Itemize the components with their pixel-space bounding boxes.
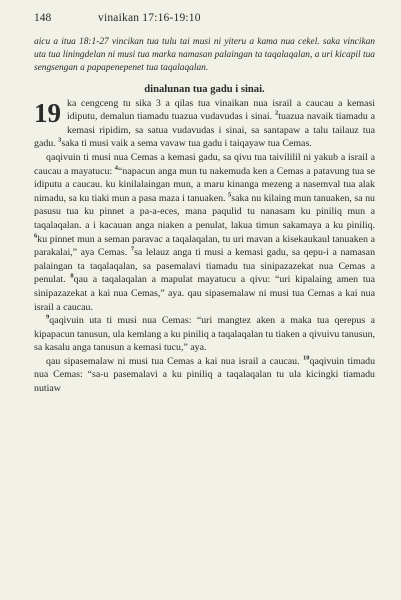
verse-text: “napacun anga mun tu nakemuda ken a Cemas a patavung tua se idiputu a caucau. ku kinilalaingan mun, a maru kinanga mezeng a nasemval tua alak nimadu, sa ku tiaki mun a pasa maza i tanuaken.	[34, 165, 376, 204]
running-head	[34, 12, 375, 34]
chapter-number: 19	[34, 97, 61, 128]
verse-text: ku pinnet mun a seman paravac a taqalaqalan, tu uri mavan a kisekaukaul tanuaken a parakalai,” aya Cemas.	[34, 233, 375, 259]
verse-number: 5	[228, 191, 232, 199]
verse-text: qaqivuin uta ti musi nua Cemas: “uri mangtez aken a maka tua qerepus a kipapacun tanusun, ula kemlang a ku piniliq a taqalaqalan tu tiaken a qivuivu tanusun, sa kasalu anga tanusun a kemasi tucu,” aya.	[34, 315, 375, 354]
verse-text: ka cengceng tu sika 3 a qilas tua vinaikan nua israil a caucau a kemasi idiputu, demalun tiamadu tuazua vudavudas i sinai.	[67, 97, 375, 123]
paragraph-1	[34, 97, 375, 151]
section-heading: dinalunan tua gadu i sinai.	[144, 83, 265, 95]
verse-number: 6	[34, 232, 38, 240]
paragraph-4	[34, 355, 375, 396]
verse-number: 4	[114, 164, 119, 172]
verse-text: saka ti musi vaik a sema vavaw tua gadu i taiqayaw tua Cemas.	[61, 138, 312, 150]
verse-text: qaqivuin ti musi nua Cemas a kemasi gadu, sa qivu tua taivililil ni yakub a israil a caucau a mayatucu:	[34, 151, 375, 177]
verse-text: qau a taqalaqalan a mapulat mayatucu a qivu: “uri kipalaing amen tua sinipazazekat a kai nua Cemas,” aya. qau sipasemalaw ni musi tua Cemas a kai nua israil a caucau.	[34, 274, 375, 313]
chapter-intro-note: aicu a itua 18:1-27 vincikan tua tulu tai musi ni yiteru a kama nua cekel. saka vincikan uta tua liningdelan ni musi tua marka namasan palaingan ta taqalaqalan, a uri kicapil tua sengsengan a papapenepenet tua taqalaqalan.	[34, 37, 375, 74]
verse-text: sa lelauz anga ti musi a kemasi gadu, sa qepu-i a namasan palaingan ta taqalaqalan, sa pasemalavi tiamadu tua sinipazazekat nua Cemas a penulat.	[34, 247, 376, 286]
verse-text: saka nu kilaing mun tanuaken, sa nu pasusu tua ku pinnet a pa-a-eces, mana paqulid tu nanasam ku piniliq mun a taqalaqalan. a i kacauan anga niaken a penulat, lakua timun sakamaya a ku piniliq.	[34, 192, 375, 231]
verse-text: tuazua navaik tiamadu a kemasi ripidim, sa satua vudavudas i sinai, sa santapaw a talu tailauz tua gadu.	[34, 111, 375, 150]
verse-text: qaqivuin timadu nua Cemas: “sa-u pasemalavi a ku piniliq a taqalaqalan tu ula kicingki tiamadu nutiaw	[34, 355, 376, 395]
verse-number: 3	[58, 137, 62, 145]
verse-number: 9	[46, 313, 50, 321]
running-title: vinaikan 17:16-19:10	[98, 12, 201, 24]
scripture-body	[34, 97, 375, 396]
paragraph-2	[34, 151, 375, 314]
verse-number: 10	[303, 354, 310, 362]
paragraph-3	[34, 314, 375, 355]
verse-number: 7	[130, 245, 135, 253]
page-number: 148	[34, 12, 52, 24]
verse-number: 2	[274, 109, 279, 117]
verse-text: qau sipasemalaw ni musi tua Cemas a kai nua israil a caucau.	[46, 355, 300, 367]
verse-number: 8	[70, 273, 74, 281]
